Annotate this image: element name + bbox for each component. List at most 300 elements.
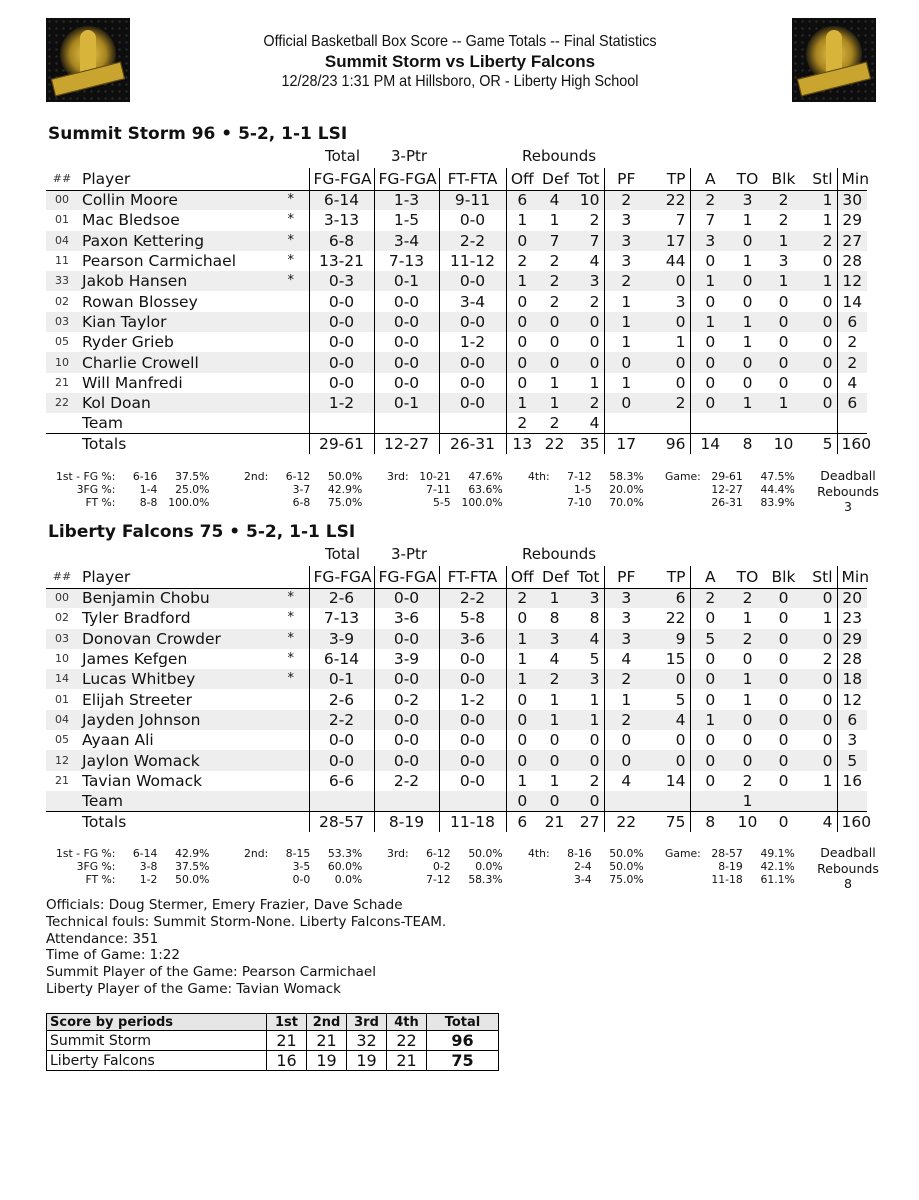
starter-mark: * <box>273 649 309 669</box>
team2-3ptr-group: 3-Ptr <box>391 545 428 563</box>
stat-ft: 5-8 <box>439 608 506 628</box>
stat-off: 1 <box>517 650 528 669</box>
starter-mark: * <box>273 210 309 230</box>
stat-tp: 9 <box>648 629 690 649</box>
quarter-label: FT %: <box>85 873 116 886</box>
stat-min <box>837 791 867 811</box>
stat-ft <box>439 791 506 811</box>
score-q2: 21 <box>307 1031 347 1051</box>
stat-min: 4 <box>847 373 858 392</box>
stat-pf <box>604 791 648 811</box>
stat-min: 2 <box>837 352 867 372</box>
quarter-label: 3rd: <box>387 470 409 483</box>
quarter-q2 <box>242 470 364 509</box>
player-name: Ryder Grieb <box>82 333 174 352</box>
player-row <box>46 190 867 210</box>
team1-rebounds-group: Rebounds <box>522 147 597 165</box>
player-row <box>46 710 867 730</box>
totals-row <box>46 434 867 454</box>
totals-number <box>46 811 78 831</box>
stat-def: 2 <box>549 292 560 311</box>
stat-min: 20 <box>837 588 867 608</box>
quarter-made-attempted: 8-15 <box>285 847 311 860</box>
stat-def: 8 <box>549 609 560 628</box>
quarter-percentage: 42.9% <box>327 483 363 496</box>
stat-a: 2 <box>690 588 730 608</box>
player-number: 01 <box>55 692 69 706</box>
quarter-made-attempted: 7-12 <box>567 470 592 483</box>
totals-label: Totals <box>78 434 309 454</box>
player-number: 05 <box>55 733 69 747</box>
stat-tp: 14 <box>648 771 690 791</box>
stat-tp <box>648 413 690 433</box>
stat-ft: 0-0 <box>439 750 506 770</box>
quarter-stat-row <box>385 470 505 483</box>
col-tp: TP <box>648 566 690 588</box>
stat-a: 7 <box>705 211 716 230</box>
period-1st: 1st <box>267 1014 307 1031</box>
total-blk: 0 <box>765 811 802 831</box>
quarter-q3 <box>385 470 505 509</box>
quarter-percentage: 70.0% <box>609 496 644 509</box>
stat-a: 0 <box>705 373 716 392</box>
quarter-stat-row <box>663 873 797 886</box>
player-row <box>46 352 867 372</box>
quarter-label <box>385 496 411 509</box>
stat-to: 0 <box>730 271 765 291</box>
officials: Officials: Doug Stermer, Emery Frazier, Dave Schade <box>46 897 403 913</box>
quarter-percentage: 75.0% <box>327 496 363 509</box>
rebounds-label: Rebounds <box>817 483 879 499</box>
quarter-stat-row <box>242 496 364 509</box>
stat-a: 0 <box>705 252 716 271</box>
period-total: Total <box>427 1014 499 1031</box>
col-ft: FT-FTA <box>439 566 506 588</box>
stat-off: 0 <box>517 292 528 311</box>
stat-stl: 0 <box>802 710 837 730</box>
quarter-percentage: 37.5% <box>175 860 210 873</box>
stat-pf: 2 <box>604 669 648 689</box>
stat-tp3: 3-9 <box>374 649 439 669</box>
report-title: Official Basketball Box Score -- Game Totals -- Final Statistics <box>263 33 657 50</box>
stat-stl: 2 <box>802 231 837 251</box>
player-number <box>46 791 78 811</box>
score-by-periods-table <box>46 1013 499 1071</box>
player-name: Lucas Whitbey <box>78 669 273 689</box>
quarter-made-attempted: 0-0 <box>292 873 311 886</box>
player-name: Pearson Carmichael <box>82 252 237 271</box>
quarter-percentage: 25.0% <box>175 483 210 496</box>
starter-mark <box>273 730 309 750</box>
stat-tp: 6 <box>648 588 690 608</box>
team1-3ptr-group: 3-Ptr <box>391 147 428 165</box>
stat-pf: 3 <box>604 588 648 608</box>
quarter-made-attempted: 3-7 <box>292 483 311 496</box>
stat-ft: 0-0 <box>439 669 506 689</box>
stat-def: 0 <box>538 791 571 811</box>
stat-tp: 0 <box>648 730 690 750</box>
stat-a: 2 <box>690 190 730 210</box>
quarter-label <box>526 483 552 496</box>
stat-min: 28 <box>842 252 863 271</box>
stat-tot: 0 <box>571 730 604 750</box>
stat-pf <box>604 413 648 433</box>
stat-a: 0 <box>705 333 716 352</box>
col-a: A <box>690 566 730 588</box>
stat-off: 1 <box>517 771 528 790</box>
quarter-made-attempted: 7-10 <box>567 496 592 509</box>
starter-mark: * <box>273 231 309 251</box>
stat-stl: 2 <box>802 649 837 669</box>
stat-pf: 3 <box>621 252 632 271</box>
total-tot: 27 <box>571 811 604 831</box>
score-row-liberty <box>47 1051 499 1071</box>
stat-a: 0 <box>705 292 716 311</box>
stat-def: 1 <box>549 373 560 392</box>
starter-mark <box>273 413 309 433</box>
starter-mark <box>273 710 309 730</box>
stat-min: 12 <box>842 690 863 709</box>
periods-label: Score by periods <box>47 1014 267 1031</box>
stat-off: 1 <box>517 211 528 230</box>
starter-mark <box>273 393 309 413</box>
stat-to: 0 <box>730 231 765 251</box>
quarter-stat-row <box>54 496 211 509</box>
stat-stl: 0 <box>802 750 837 770</box>
quarter-stat-row <box>663 847 797 860</box>
period-3rd: 3rd <box>347 1014 387 1031</box>
stat-tot: 4 <box>571 251 604 271</box>
stat-def: 2 <box>549 414 560 433</box>
stat-fg: 6-8 <box>309 231 374 251</box>
stat-pf: 3 <box>621 609 632 628</box>
stat-tot: 7 <box>571 231 604 251</box>
quarter-stat-row <box>385 496 505 509</box>
quarter-percentage: 44.4% <box>760 483 795 496</box>
quarter-percentage: 75.0% <box>609 873 644 886</box>
quarter-stat-row <box>242 847 364 860</box>
quarter-percentage: 42.9% <box>175 847 210 860</box>
total-def: 22 <box>538 434 571 454</box>
stat-tp3: 0-0 <box>374 750 439 770</box>
stat-a: 5 <box>690 629 730 649</box>
stat-off: 6 <box>506 190 538 210</box>
player-name: Will Manfredi <box>82 373 183 392</box>
total-min: 160 <box>837 434 867 454</box>
stat-tp3: 0-1 <box>374 393 439 413</box>
total-tp: 75 <box>648 811 690 831</box>
player-name: Tavian Womack <box>82 771 203 790</box>
quarter-stat-row <box>663 483 797 496</box>
quarter-percentage: 50.0% <box>175 873 210 886</box>
total-pf: 17 <box>604 434 648 454</box>
stat-a: 3 <box>690 231 730 251</box>
total-to: 10 <box>730 811 765 831</box>
stat-blk: 0 <box>778 650 789 669</box>
deadball-value: 8 <box>844 876 852 891</box>
player-name: Benjamin Chobu <box>78 588 273 608</box>
stat-tp3 <box>374 791 439 811</box>
quarter-percentage: 100.0% <box>168 496 210 509</box>
player-row <box>46 210 867 230</box>
total-ft: 26-31 <box>439 434 506 454</box>
quarter-made-attempted: 2-4 <box>573 860 592 873</box>
stat-fg: 0-0 <box>309 750 374 770</box>
quarter-stat-row <box>54 483 211 496</box>
quarter-game <box>663 470 797 509</box>
stat-min: 6 <box>837 312 867 332</box>
stat-blk: 0 <box>778 690 789 709</box>
col-def: Def <box>538 168 571 190</box>
stat-tp3 <box>374 413 439 433</box>
stat-a: 0 <box>705 731 716 750</box>
quarter-made-attempted: 12-27 <box>711 483 743 496</box>
stat-fg: 7-13 <box>309 608 374 628</box>
quarter-stat-row <box>385 847 505 860</box>
player-name: Jakob Hansen <box>78 271 273 291</box>
stat-tp3: 0-0 <box>374 669 439 689</box>
starter-mark <box>273 332 309 352</box>
game-info: 12/28/23 1:31 PM at Hillsboro, OR - Liberty High School <box>281 73 639 90</box>
stat-tp3: 0-0 <box>374 710 439 730</box>
stat-def: 4 <box>538 190 571 210</box>
stat-tp: 17 <box>648 231 690 251</box>
stat-min: 6 <box>837 710 867 730</box>
stat-def: 0 <box>538 312 571 332</box>
quarter-label: 3FG %: <box>76 860 116 873</box>
stat-tot: 2 <box>571 393 604 413</box>
stat-blk: 0 <box>778 373 789 392</box>
stat-to: 1 <box>730 791 765 811</box>
col-pf: PF <box>604 168 648 190</box>
team1-title: Summit Storm 96 • 5-2, 1-1 LSI <box>48 124 348 144</box>
stat-fg: 6-14 <box>309 649 374 669</box>
stat-tp3: 0-0 <box>374 730 439 750</box>
stat-fg: 3-13 <box>309 210 374 230</box>
stat-to: 1 <box>742 211 753 230</box>
player-row <box>46 791 867 811</box>
stat-to: 1 <box>730 669 765 689</box>
quarter-label <box>526 496 552 509</box>
starter-mark: * <box>273 271 309 291</box>
starter-mark <box>273 689 309 709</box>
stat-fg: 6-14 <box>309 190 374 210</box>
player-row <box>46 588 867 608</box>
stat-off: 2 <box>506 588 538 608</box>
quarter-label <box>242 483 270 496</box>
stat-tot: 2 <box>571 771 604 791</box>
col-off: Off <box>506 168 538 190</box>
stat-tp: 5 <box>648 689 690 709</box>
stat-a: 1 <box>690 312 730 332</box>
matchup-title: Summit Storm vs Liberty Falcons <box>324 52 596 71</box>
stat-tp: 4 <box>648 710 690 730</box>
stat-to: 1 <box>742 690 753 709</box>
stat-fg: 13-21 <box>309 251 374 271</box>
starter-mark: * <box>273 629 309 649</box>
stat-def: 1 <box>538 393 571 413</box>
stat-blk: 0 <box>765 588 802 608</box>
stat-tp: 2 <box>648 393 690 413</box>
stat-min: 18 <box>837 669 867 689</box>
quarter-percentage: 53.3% <box>327 847 363 860</box>
stat-fg: 0-0 <box>309 352 374 372</box>
stat-blk <box>765 413 802 433</box>
player-number: 21 <box>55 773 69 787</box>
stat-tp3: 0-0 <box>374 332 439 352</box>
stat-off: 2 <box>517 252 528 271</box>
stat-ft: 0-0 <box>439 352 506 372</box>
stat-off: 0 <box>506 710 538 730</box>
player-name: James Kefgen <box>82 650 188 669</box>
player-row <box>46 629 867 649</box>
player-number: 10 <box>46 352 78 372</box>
stat-def: 1 <box>538 588 571 608</box>
stat-tp3: 0-0 <box>374 373 439 393</box>
stat-def: 2 <box>538 271 571 291</box>
team2-player-rows <box>46 588 872 832</box>
stat-blk: 0 <box>765 669 802 689</box>
stat-blk: 0 <box>778 292 789 311</box>
starter-mark <box>273 312 309 332</box>
stat-min: 6 <box>837 393 867 413</box>
team1-player-rows <box>46 190 872 454</box>
total-off: 13 <box>506 434 538 454</box>
stat-to: 2 <box>730 588 765 608</box>
stat-def: 0 <box>538 352 571 372</box>
player-name: Kol Doan <box>78 393 273 413</box>
stat-a: 0 <box>690 750 730 770</box>
stat-tp3: 1-5 <box>374 210 439 230</box>
stat-pf: 1 <box>621 690 632 709</box>
player-name: Tyler Bradford <box>82 609 191 628</box>
quarter-label <box>663 496 703 509</box>
score-q4: 21 <box>387 1051 427 1071</box>
period-4th: 4th <box>387 1014 427 1031</box>
col-stl: Stl <box>802 168 837 190</box>
quarter-label <box>242 496 270 509</box>
quarter-percentage: 42.1% <box>760 860 795 873</box>
quarter-made-attempted: 1-5 <box>573 483 592 496</box>
team1-box-score <box>46 168 872 454</box>
stat-off: 0 <box>517 333 528 352</box>
quarter-made-attempted: 0-2 <box>432 860 451 873</box>
starter-mark <box>273 750 309 770</box>
stat-tp: 22 <box>648 608 690 628</box>
stat-tp: 0 <box>648 352 690 372</box>
col-tot: Tot <box>571 168 604 190</box>
stat-stl: 0 <box>802 312 837 332</box>
period-2nd: 2nd <box>307 1014 347 1031</box>
stat-to: 2 <box>742 771 753 790</box>
stat-tp3: 7-13 <box>374 251 439 271</box>
stat-stl: 0 <box>802 291 837 311</box>
stat-tp: 7 <box>648 210 690 230</box>
quarter-percentage: 50.0% <box>609 847 644 860</box>
quarter-percentage: 0.0% <box>334 873 363 886</box>
stat-fg: 0-1 <box>309 669 374 689</box>
stat-min: 2 <box>847 333 858 352</box>
stat-tp: 0 <box>648 271 690 291</box>
stat-ft: 11-12 <box>439 251 506 271</box>
quarter-label: 3FG %: <box>76 483 116 496</box>
player-row <box>46 689 867 709</box>
quarter-made-attempted: 1-4 <box>139 483 158 496</box>
time-of-game: Time of Game: 1:22 <box>46 947 180 964</box>
stat-ft: 2-2 <box>439 231 506 251</box>
player-name: Jayden Johnson <box>78 710 273 730</box>
quarter-label <box>385 873 411 886</box>
player-number: 02 <box>55 294 69 308</box>
player-number: 11 <box>55 254 69 268</box>
stat-off: 1 <box>506 271 538 291</box>
quarter-percentage: 58.3% <box>609 470 644 483</box>
stat-pf: 0 <box>604 352 648 372</box>
stat-stl: 0 <box>802 588 837 608</box>
stat-stl <box>802 791 837 811</box>
player-row <box>46 231 867 251</box>
team1-column-header <box>46 168 867 190</box>
stat-a: 0 <box>705 609 716 628</box>
stat-pf: 4 <box>621 771 632 790</box>
player-name: Kian Taylor <box>78 312 273 332</box>
stat-blk: 0 <box>765 629 802 649</box>
stat-off: 0 <box>506 750 538 770</box>
quarter-stat-row <box>526 873 646 886</box>
player-number: 02 <box>55 611 69 625</box>
player-number: 04 <box>46 710 78 730</box>
tournament-logo-right <box>792 18 876 102</box>
stat-a: 0 <box>705 690 716 709</box>
stat-pf: 2 <box>604 190 648 210</box>
quarter-q4 <box>526 470 646 509</box>
stat-tot: 0 <box>571 791 604 811</box>
quarter-label <box>385 483 411 496</box>
quarter-stat-row <box>526 496 646 509</box>
total-pf: 22 <box>604 811 648 831</box>
quarter-made-attempted: 8-8 <box>139 496 158 509</box>
quarter-label: 4th: <box>528 470 550 483</box>
stat-min: 3 <box>847 731 858 750</box>
total-tp: 96 <box>648 434 690 454</box>
stat-to: 0 <box>742 650 753 669</box>
stat-fg: 2-6 <box>309 588 374 608</box>
stat-tp3: 0-1 <box>374 271 439 291</box>
quarter-label <box>242 873 270 886</box>
col-stl: Stl <box>802 566 837 588</box>
stat-off: 2 <box>517 414 528 433</box>
player-name: Elijah Streeter <box>82 690 192 709</box>
stat-to: 0 <box>730 750 765 770</box>
quarter-label: Game: <box>665 847 701 860</box>
stat-ft: 0-0 <box>439 312 506 332</box>
col-player: Player <box>78 566 309 588</box>
stat-tp3: 3-6 <box>374 608 439 628</box>
stat-tp3: 3-4 <box>374 231 439 251</box>
stat-tp: 0 <box>648 669 690 689</box>
stat-tot: 4 <box>571 413 604 433</box>
stat-tp: 15 <box>648 649 690 669</box>
stat-tot: 0 <box>571 750 604 770</box>
stat-min: 14 <box>842 292 863 311</box>
stat-blk: 0 <box>778 609 789 628</box>
stat-tp: 22 <box>648 190 690 210</box>
stat-tot: 0 <box>571 332 604 352</box>
team2-box-score <box>46 566 872 832</box>
player-number: 33 <box>46 271 78 291</box>
quarter-label <box>663 483 703 496</box>
quarter-made-attempted: 29-61 <box>711 470 743 483</box>
